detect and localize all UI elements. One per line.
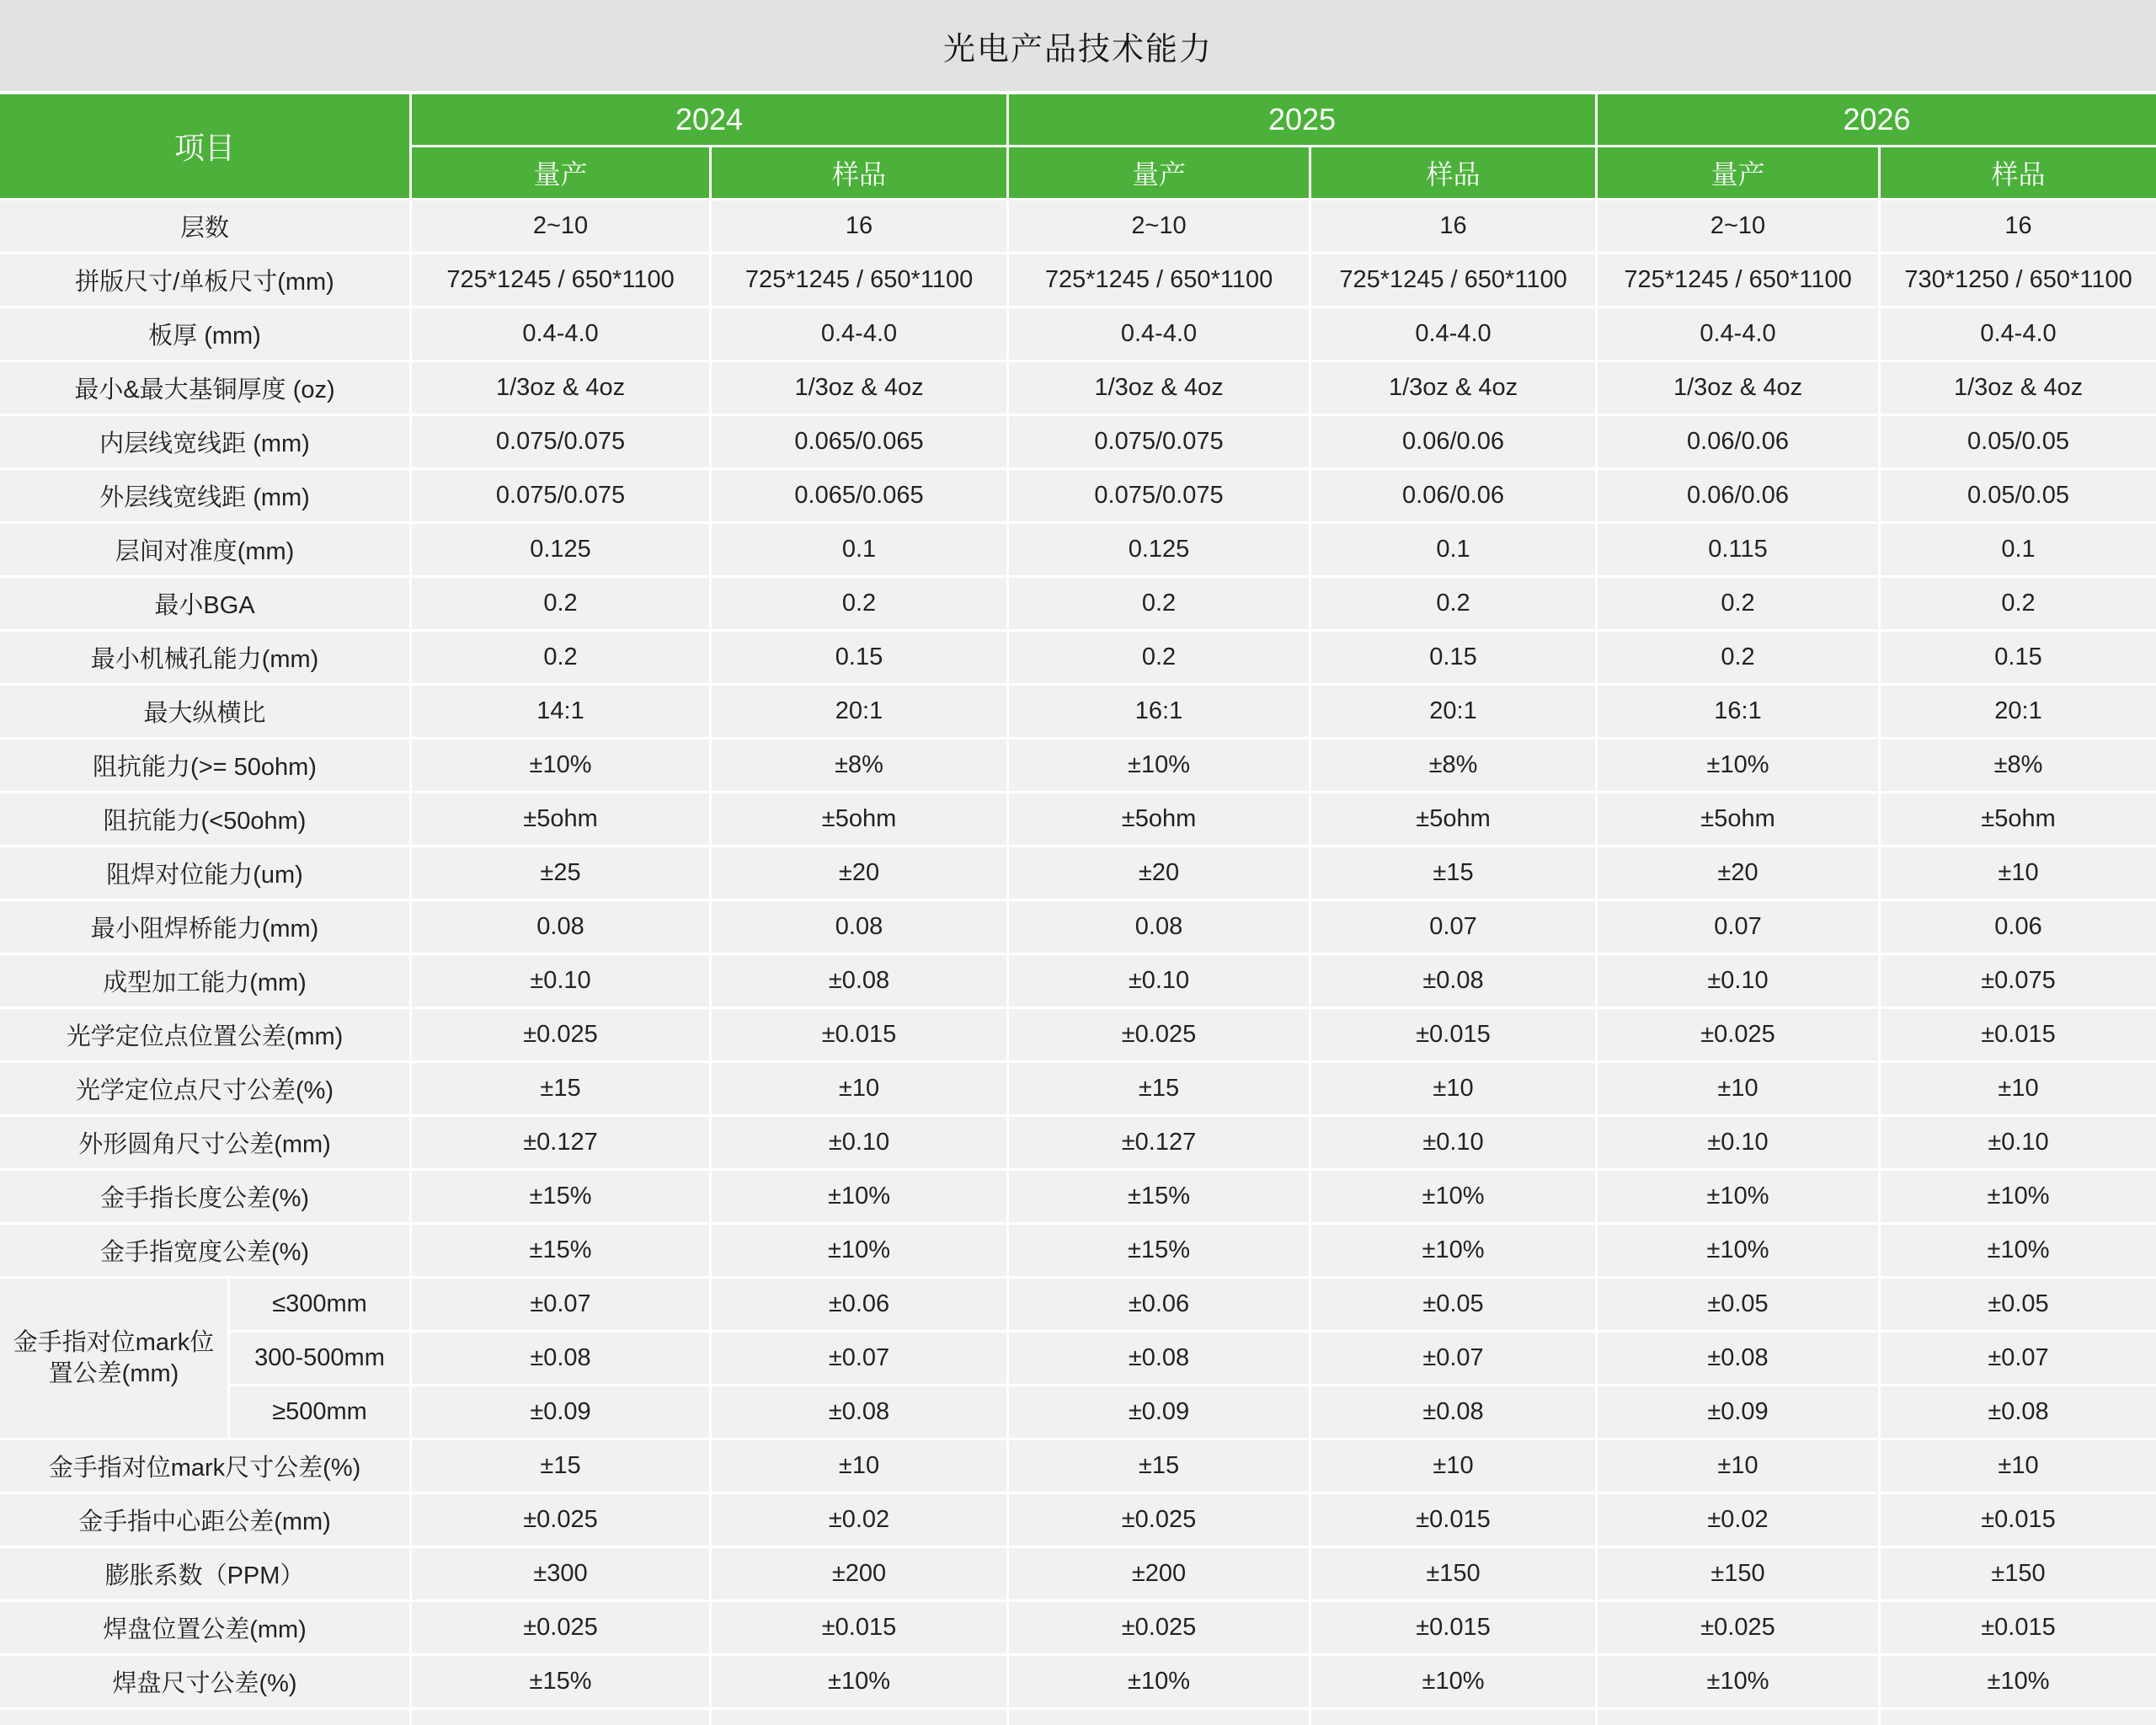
- cell-value: ±0.025: [1009, 1602, 1311, 1656]
- cell-value: ±10%: [712, 1656, 1009, 1710]
- row-label: 最小&最大基铜厚度 (oz): [0, 362, 412, 416]
- cell-value: ±10%: [1881, 1171, 2156, 1225]
- cell-value: ±10: [712, 1440, 1009, 1494]
- cell-value: 0.07: [1598, 901, 1881, 955]
- year-header-row: [0, 94, 2156, 147]
- cell-value: 14:1: [412, 686, 712, 740]
- cell-value: ±10: [1311, 1440, 1598, 1494]
- cell-value: ±0.015: [1311, 1494, 1598, 1548]
- cell-value: 1/3oz & 4oz: [1311, 362, 1598, 416]
- row-group-label: 金手指对位mark位置公差(mm): [0, 1279, 230, 1440]
- cell-value: 0.4-4.0: [1598, 308, 1881, 362]
- table-row: [0, 1225, 2156, 1279]
- cell-value: 1/3oz & 4oz: [712, 362, 1009, 416]
- row-label: 层数: [0, 200, 412, 254]
- cell-value: ±10%: [1881, 1656, 2156, 1710]
- item-header-cell: 项目: [0, 94, 412, 200]
- row-label: 金手指长度公差(%): [0, 1171, 412, 1225]
- cell-value: 0.1: [712, 524, 1009, 578]
- row-label: 外形圆角尺寸公差(mm): [0, 1117, 412, 1171]
- cell-value: ±0.015: [1311, 1602, 1598, 1656]
- cell-value: ±0.06: [1009, 1279, 1311, 1332]
- page-title: 光电产品技术能力: [0, 0, 2156, 91]
- row-label: 成型加工能力(mm): [0, 955, 412, 1009]
- cell-value: 730*1250 / 650*1100: [1881, 254, 2156, 308]
- table-row: [0, 1171, 2156, 1225]
- cell-value: 0.075/0.075: [412, 416, 712, 470]
- row-label: 最小BGA: [0, 578, 412, 632]
- row-label: 金手指对位mark尺寸公差(%): [0, 1440, 412, 1494]
- table-row: [0, 847, 2156, 901]
- cell-value: ±0.09: [412, 1386, 712, 1440]
- cell-value: ±150: [1881, 1548, 2156, 1602]
- cell-value: ±0.127: [412, 1117, 712, 1171]
- row-sublabel: ≤300mm: [230, 1279, 412, 1332]
- cell-value: 0.065/0.065: [712, 470, 1009, 524]
- table-row: [0, 578, 2156, 632]
- cell-value: 0.15: [712, 632, 1009, 686]
- table-row: [0, 740, 2156, 793]
- cell-value: ±200: [1009, 1548, 1311, 1602]
- cell-value: ±20: [1598, 847, 1881, 901]
- cell-value: ±15: [412, 1063, 712, 1117]
- cell-value: ±0.025: [1009, 1494, 1311, 1548]
- cell-value: 0.1: [1311, 524, 1598, 578]
- cell-value: ±5ohm: [412, 793, 712, 847]
- cell-value: ±5ohm: [1311, 793, 1598, 847]
- cell-value: 725*1245 / 650*1100: [1009, 254, 1311, 308]
- partial-row-label: [0, 1710, 412, 1725]
- cell-value: ±15: [1009, 1440, 1311, 1494]
- cell-value: 0.15: [1311, 632, 1598, 686]
- cell-value: ±10: [1598, 1063, 1881, 1117]
- cell-value: 725*1245 / 650*1100: [1598, 254, 1881, 308]
- cell-value: 0.4-4.0: [412, 308, 712, 362]
- cell-value: ±15: [1009, 1063, 1311, 1117]
- row-label: 光学定位点尺寸公差(%): [0, 1063, 412, 1117]
- cell-value: ±15%: [412, 1171, 712, 1225]
- cell-value: ±0.07: [412, 1279, 712, 1332]
- cell-value: ±0.10: [1881, 1117, 2156, 1171]
- cell-value: 0.08: [1009, 901, 1311, 955]
- cell-value: ±10%: [712, 1171, 1009, 1225]
- cell-value: 0.125: [412, 524, 712, 578]
- cell-value: ±15%: [1009, 1171, 1311, 1225]
- cell-value: ±10: [1881, 1063, 2156, 1117]
- cell-value: ±0.07: [1311, 1332, 1598, 1386]
- row-sublabel: 300-500mm: [230, 1332, 412, 1386]
- cell-value: ±0.09: [1598, 1386, 1881, 1440]
- cell-value: 725*1245 / 650*1100: [1311, 254, 1598, 308]
- cell-value: 0.07: [1311, 901, 1598, 955]
- table-row: [0, 901, 2156, 955]
- cell-value: 0.2: [712, 578, 1009, 632]
- cell-value: 0.2: [1311, 578, 1598, 632]
- cell-value: 0.2: [412, 632, 712, 686]
- cell-value: ±0.015: [712, 1602, 1009, 1656]
- cell-value: ±5ohm: [1881, 793, 2156, 847]
- row-label: 膨胀系数（PPM）: [0, 1548, 412, 1602]
- cell-value: ±0.025: [1598, 1602, 1881, 1656]
- table-body: [0, 200, 2156, 1725]
- table-row: [0, 1117, 2156, 1171]
- cell-value: 0.08: [712, 901, 1009, 955]
- cell-value: ±10%: [412, 740, 712, 793]
- cell-value: 0.4-4.0: [1009, 308, 1311, 362]
- cell-value: ±5ohm: [1009, 793, 1311, 847]
- cell-value: ±0.08: [712, 1386, 1009, 1440]
- row-label: 最小机械孔能力(mm): [0, 632, 412, 686]
- cell-value: 16:1: [1009, 686, 1311, 740]
- cell-value: ±0.127: [1009, 1117, 1311, 1171]
- cell-value: ±8%: [1311, 740, 1598, 793]
- row-label: 内层线宽线距 (mm): [0, 416, 412, 470]
- cell-value: ±0.015: [1881, 1494, 2156, 1548]
- cell-value: 0.08: [412, 901, 712, 955]
- table-row: [0, 362, 2156, 416]
- table-row: [0, 416, 2156, 470]
- row-label: 金手指宽度公差(%): [0, 1225, 412, 1279]
- cell-value: ±0.09: [1009, 1386, 1311, 1440]
- table-row: [0, 1332, 2156, 1386]
- cell-value: ±150: [1311, 1548, 1598, 1602]
- cell-value: ±0.08: [1311, 1386, 1598, 1440]
- cell-value: ±10%: [1311, 1225, 1598, 1279]
- cell-value: ±0.08: [712, 955, 1009, 1009]
- partial-cell: [1598, 1710, 1881, 1725]
- cell-value: 16: [1881, 200, 2156, 254]
- cell-value: ±10%: [1311, 1656, 1598, 1710]
- cell-value: 16: [712, 200, 1009, 254]
- row-label: 阻抗能力(<50ohm): [0, 793, 412, 847]
- cell-value: 0.06/0.06: [1598, 470, 1881, 524]
- cell-value: 0.075/0.075: [1009, 416, 1311, 470]
- table-row: [0, 470, 2156, 524]
- row-label: 层间对准度(mm): [0, 524, 412, 578]
- cell-value: ±15: [412, 1440, 712, 1494]
- table-row: [0, 686, 2156, 740]
- cell-value: ±15%: [412, 1656, 712, 1710]
- cell-value: ±0.05: [1598, 1279, 1881, 1332]
- row-label: 最大纵横比: [0, 686, 412, 740]
- cell-value: ±0.10: [1311, 1117, 1598, 1171]
- cell-value: ±0.015: [1881, 1602, 2156, 1656]
- cell-value: 0.2: [1009, 578, 1311, 632]
- cell-value: 0.06/0.06: [1598, 416, 1881, 470]
- table-row: [0, 632, 2156, 686]
- cell-value: ±200: [712, 1548, 1009, 1602]
- subcol-2026-sample: 样品: [1881, 147, 2156, 200]
- row-sublabel: ≥500mm: [230, 1386, 412, 1440]
- row-label: 拼版尺寸/单板尺寸(mm): [0, 254, 412, 308]
- cell-value: ±0.015: [1311, 1009, 1598, 1063]
- cell-value: ±15: [1311, 847, 1598, 901]
- cell-value: 0.115: [1598, 524, 1881, 578]
- subcol-2024-sample: 样品: [712, 147, 1009, 200]
- cell-value: ±300: [412, 1548, 712, 1602]
- cell-value: 20:1: [712, 686, 1009, 740]
- cell-value: 0.4-4.0: [1881, 308, 2156, 362]
- cell-value: ±0.08: [1598, 1332, 1881, 1386]
- table-row: [0, 1494, 2156, 1548]
- cell-value: 0.06: [1881, 901, 2156, 955]
- row-label: 金手指中心距公差(mm): [0, 1494, 412, 1548]
- cell-value: ±10%: [712, 1225, 1009, 1279]
- cell-value: 0.06/0.06: [1311, 470, 1598, 524]
- year-header-2025: 2025: [1009, 94, 1598, 147]
- cell-value: ±0.10: [1598, 1117, 1881, 1171]
- cell-value: 0.2: [1598, 578, 1881, 632]
- cell-value: 20:1: [1881, 686, 2156, 740]
- cell-value: ±10: [1881, 847, 2156, 901]
- cell-value: ±15%: [1009, 1225, 1311, 1279]
- cell-value: ±0.08: [1311, 955, 1598, 1009]
- cell-value: ±0.025: [1598, 1009, 1881, 1063]
- cell-value: 725*1245 / 650*1100: [712, 254, 1009, 308]
- table-row: [0, 1063, 2156, 1117]
- partial-cell: [1009, 1710, 1311, 1725]
- cell-value: ±0.10: [1598, 955, 1881, 1009]
- subcol-2025-massproduction: 量产: [1009, 147, 1311, 200]
- row-label: 最小阻焊桥能力(mm): [0, 901, 412, 955]
- cell-value: ±5ohm: [712, 793, 1009, 847]
- table-row: [0, 1386, 2156, 1440]
- cell-value: ±150: [1598, 1548, 1881, 1602]
- cell-value: 725*1245 / 650*1100: [412, 254, 712, 308]
- cell-value: 1/3oz & 4oz: [1598, 362, 1881, 416]
- table-row: [0, 1440, 2156, 1494]
- row-label: 光学定位点位置公差(mm): [0, 1009, 412, 1063]
- cell-value: 0.15: [1881, 632, 2156, 686]
- partial-row: [0, 1710, 2156, 1725]
- subcol-2024-massproduction: 量产: [412, 147, 712, 200]
- cell-value: 0.075/0.075: [1009, 470, 1311, 524]
- table-row: [0, 254, 2156, 308]
- cell-value: ±15%: [412, 1225, 712, 1279]
- cell-value: 0.4-4.0: [1311, 308, 1598, 362]
- partial-cell: [1311, 1710, 1598, 1725]
- cell-value: 0.05/0.05: [1881, 470, 2156, 524]
- row-label: 焊盘尺寸公差(%): [0, 1656, 412, 1710]
- cell-value: 0.2: [1009, 632, 1311, 686]
- cell-value: ±0.08: [412, 1332, 712, 1386]
- year-header-2026: 2026: [1598, 94, 2156, 147]
- cell-value: 2~10: [1009, 200, 1311, 254]
- table-row: [0, 308, 2156, 362]
- table-row: [0, 1602, 2156, 1656]
- cell-value: 16: [1311, 200, 1598, 254]
- cell-value: 0.2: [412, 578, 712, 632]
- cell-value: 1/3oz & 4oz: [412, 362, 712, 416]
- cell-value: ±10%: [1598, 1225, 1881, 1279]
- cell-value: ±10%: [1009, 740, 1311, 793]
- cell-value: 0.4-4.0: [712, 308, 1009, 362]
- cell-value: ±0.10: [412, 955, 712, 1009]
- cell-value: ±10: [1311, 1063, 1598, 1117]
- cell-value: 2~10: [412, 200, 712, 254]
- cell-value: 1/3oz & 4oz: [1009, 362, 1311, 416]
- cell-value: ±5ohm: [1598, 793, 1881, 847]
- table-row: [0, 1009, 2156, 1063]
- cell-value: ±25: [412, 847, 712, 901]
- row-label: 外层线宽线距 (mm): [0, 470, 412, 524]
- cell-value: ±20: [1009, 847, 1311, 901]
- cell-value: ±10: [712, 1063, 1009, 1117]
- row-label: 阻焊对位能力(um): [0, 847, 412, 901]
- cell-value: ±10%: [1311, 1171, 1598, 1225]
- cell-value: ±20: [712, 847, 1009, 901]
- cell-value: 16:1: [1598, 686, 1881, 740]
- row-label: 阻抗能力(>= 50ohm): [0, 740, 412, 793]
- year-header-2024: 2024: [412, 94, 1009, 147]
- cell-value: ±0.06: [712, 1279, 1009, 1332]
- cell-value: ±8%: [712, 740, 1009, 793]
- cell-value: 0.05/0.05: [1881, 416, 2156, 470]
- subcol-2025-sample: 样品: [1311, 147, 1598, 200]
- table-row: [0, 955, 2156, 1009]
- cell-value: 0.1: [1881, 524, 2156, 578]
- cell-value: ±8%: [1881, 740, 2156, 793]
- cell-value: ±0.015: [712, 1009, 1009, 1063]
- cell-value: ±0.025: [412, 1009, 712, 1063]
- cell-value: ±0.08: [1009, 1332, 1311, 1386]
- partial-cell: [1881, 1710, 2156, 1725]
- cell-value: 1/3oz & 4oz: [1881, 362, 2156, 416]
- cell-value: ±10%: [1598, 740, 1881, 793]
- subcol-2026-massproduction: 量产: [1598, 147, 1881, 200]
- cell-value: ±10%: [1009, 1656, 1311, 1710]
- cell-value: ±0.05: [1881, 1279, 2156, 1332]
- cell-value: ±0.07: [712, 1332, 1009, 1386]
- cell-value: ±10: [1598, 1440, 1881, 1494]
- cell-value: ±0.02: [712, 1494, 1009, 1548]
- cell-value: ±0.025: [412, 1494, 712, 1548]
- cell-value: ±0.02: [1598, 1494, 1881, 1548]
- row-label: 焊盘位置公差(mm): [0, 1602, 412, 1656]
- cell-value: ±10%: [1881, 1225, 2156, 1279]
- cell-value: ±0.015: [1881, 1009, 2156, 1063]
- table-row: [0, 1279, 2156, 1332]
- cell-value: ±10%: [1598, 1656, 1881, 1710]
- table-row: [0, 1656, 2156, 1710]
- cell-value: 0.075/0.075: [412, 470, 712, 524]
- table-row: [0, 1548, 2156, 1602]
- partial-cell: [712, 1710, 1009, 1725]
- cell-value: 0.065/0.065: [712, 416, 1009, 470]
- cell-value: ±10%: [1598, 1171, 1881, 1225]
- cell-value: ±0.10: [712, 1117, 1009, 1171]
- cell-value: 0.2: [1598, 632, 1881, 686]
- cell-value: ±0.025: [412, 1602, 712, 1656]
- cell-value: 20:1: [1311, 686, 1598, 740]
- cell-value: 0.06/0.06: [1311, 416, 1598, 470]
- cell-value: 2~10: [1598, 200, 1881, 254]
- cell-value: ±0.05: [1311, 1279, 1598, 1332]
- cell-value: ±0.075: [1881, 955, 2156, 1009]
- cell-value: ±0.07: [1881, 1332, 2156, 1386]
- cell-value: 0.2: [1881, 578, 2156, 632]
- row-label: 板厚 (mm): [0, 308, 412, 362]
- cell-value: 0.125: [1009, 524, 1311, 578]
- cell-value: ±10: [1881, 1440, 2156, 1494]
- cell-value: ±0.025: [1009, 1009, 1311, 1063]
- table-row: [0, 524, 2156, 578]
- cell-value: ±0.10: [1009, 955, 1311, 1009]
- table-row: [0, 200, 2156, 254]
- cell-value: ±0.08: [1881, 1386, 2156, 1440]
- capability-table: [0, 94, 2156, 1725]
- partial-cell: [412, 1710, 712, 1725]
- table-row: [0, 793, 2156, 847]
